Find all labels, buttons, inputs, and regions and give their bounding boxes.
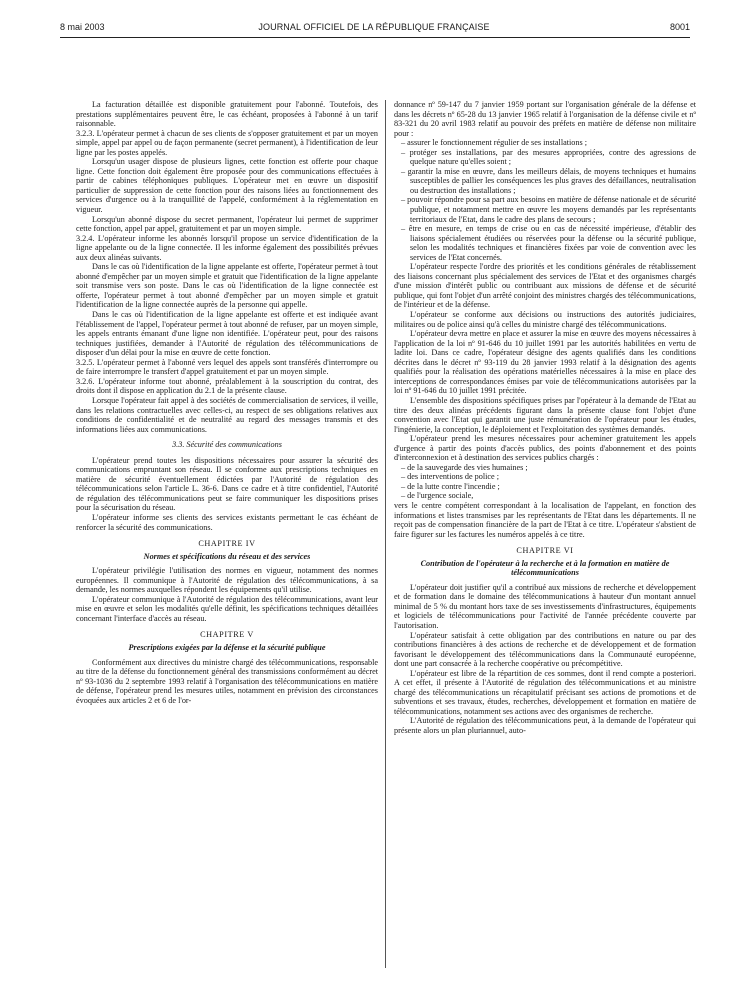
paragraph: 3.2.3. L'opérateur permet à chacun de ses clients de s'opposer gratuitement et par un moyen simple, appel par appel ou de façon permanente (secret permanent), à l'identification de leur ligne par les postes appelés. [76,128,378,157]
chapter-title: Contribution de l'opérateur à la recherche et à la formation en matière de télécommunications [420,558,670,578]
list-item: – protéger ses installations, par des mesures appropriées, contre des agressions de quelque nature qu'elles soient ; [401,147,696,167]
header-rule [60,37,690,38]
paragraph: L'opérateur respecte l'ordre des priorités et les conditions générales de rétablissement des liaisons concernant plus spécialement des services de l'Etat et des organismes chargés d'une mission d'intérêt public ou contribuant aux missions de défense et de sécurité publique, qui font l'objet d'un arrêté conjoint des ministres chargés des télécommunications, de l'intérieur et de la défense. [394,262,696,310]
paragraph: L'opérateur privilégie l'utilisation des normes en vigueur, notamment des normes européennes. Il communique à l'Autorité de régulation des télécommunications, à sa demande, les normes auxquelles répondent les équipements qu'il utilise. [76,566,378,595]
paragraph: L'opérateur prend les mesures nécessaires pour acheminer gratuitement les appels d'urgence à partir des points d'accès publics, des points d'abonnement et des points d'interconnexion et à destination des services publics chargés : [394,434,696,463]
paragraph: 3.2.5. L'opérateur permet à l'abonné vers lequel des appels sont transférés d'interrompre ou de faire interrompre le transfert d'appel gratuitement et par un moyen simple. [76,357,378,377]
paragraph: Dans le cas où l'identification de la ligne appelante est offerte et est indiquée avant l'établissement de l'appel, l'opérateur permet à tout abonné de refuser, par un moyen simple, les appels entrants émanant d'une ligne non identifiée. L'opérateur peut, pour des raisons techniques justifiées, demander à l'Autorité de régulation des télécommunications de disposer d'un délai pour la mise en œuvre de cette fonction. [76,310,378,358]
paragraph: La facturation détaillée est disponible gratuitement pour l'abonné. Toutefois, des prestations supplémentaires peuvent être, le cas échéant, proposées à l'abonné à un tarif raisonnable. [76,100,378,129]
paragraph: L'opérateur communique à l'Autorité de régulation des télécommunications, avant leur mise en œuvre et selon les modalités qu'elle définit, les spécifications techniques détaillées concernant l'interface d'accès au réseau. [76,594,378,623]
paragraph: Dans le cas où l'identification de la ligne appelante est offerte, l'opérateur permet à tout abonné d'empêcher par un moyen simple et gratuit que l'identification de la ligne appelante soit transmise vers son poste. Dans le cas où l'identification de la ligne connectée est offerte, l'opérateur permet à tout abonné d'empêcher par un moyen simple et gratuit l'identification de la ligne connectée auprès de la personne qui appelle. [76,262,378,310]
paragraph: vers le centre compétent correspondant à la localisation de l'appelant, en fonction des informations et listes transmises par les représentants de l'Etat dans les départements. Il ne reçoit pas de compensation financière de la part de l'Etat à ce titre. L'opérateur s'abstient de faire figurer sur les factures les numéros appelés à ce titre. [394,500,696,539]
paragraph: Conformément aux directives du ministre chargé des télécommunications, responsable au titre de la défense du fonctionnement général des transmissions conformément au décret nº 93-1036 du 2 septembre 1993 relatif à l'organisation des télécommunications en matière de défense, l'opérateur prend les mesures utiles, notamment en prévision des circonstances évoquées aux articles 2 et 6 de l'or- [76,657,378,705]
paragraph: L'Autorité de régulation des télécommunications peut, à la demande de l'opérateur qui présente alors un plan pluriannuel, auto- [394,716,696,735]
paragraph: L'opérateur prend toutes les dispositions nécessaires pour assurer la sécurité des communications empruntant son réseau. Il se conforme aux prescriptions techniques en matière de sécurité éventuellement édictées par l'Autorité de régulation des télécommunications selon l'article L. 36-6. Dans ce cadre et à titre confidentiel, l'Autorité de régulation des télécommunications peut se faire communiquer les dispositions prises pour la sécurisation du réseau. [76,455,378,513]
paragraph: L'opérateur doit justifier qu'il a contribué aux missions de recherche et développement et de formation dans le domaine des télécommunications à hauteur d'un montant annuel minimal de 5 % du montant hors taxe de ses investissements d'infrastructures, équipements et logiciels de télécommunications pour l'activité de l'année précédente couverte par l'autorisation. [394,582,696,630]
column-divider [385,100,386,968]
paragraph: 3.2.4. L'opérateur informe les abonnés lorsqu'il propose un service d'identification de la ligne appelante ou de la ligne connectée. Il les informe également des possibilités prévues aux deux alinéas suivants. [76,233,378,262]
list-item: – de l'urgence sociale, [401,491,474,501]
list-item: – pouvoir répondre pour sa part aux besoins en matière de défense nationale et de sécurité publique, et notamment mettre en œuvre les moyens demandés par les représentants territoriaux de l'Etat, dans le cadre des plans de secours ; [401,195,696,224]
header-date: 8 mai 2003 [60,22,105,32]
paragraph: Lorsque l'opérateur fait appel à des sociétés de commercialisation de services, il veille, dans les relations contractuelles avec celles-ci, au respect de ses obligations relatives aux conditions de confidentialité et de neutralité au regard des messages transmis et des informations liées aux communications. [76,395,378,434]
header-title: JOURNAL OFFICIEL DE LA RÉPUBLIQUE FRANÇAISE [258,22,490,32]
chapter-heading: CHAPITRE VI [516,546,574,556]
chapter-title: Normes et spécifications du réseau et des services [143,551,311,561]
section-heading: 3.3. Sécurité des communications [172,440,282,450]
list-item: – garantir la mise en œuvre, dans les meilleurs délais, de moyens techniques et humains susceptibles de pallier les conséquences les plus graves des défaillances, neutralisation ou destruction des installations ; [401,166,696,195]
chapter-title: Prescriptions exigées par la défense et la sécurité publique [128,642,326,652]
paragraph: L'ensemble des dispositions spécifiques prises par l'opérateur à la demande de l'Etat au titre des deux alinéas précédents figurant dans la présente clause font l'objet d'une convention avec l'Etat qui garantit une juste rémunération de l'opérateur pour les études, l'ingénierie, la conception, le déploiement et l'exploitation des systèmes demandés. [394,395,696,434]
paragraph: L'opérateur satisfait à cette obligation par des contributions en nature ou par des contributions financières à des actions de recherche et de développement et de formation favorisant le développement des télécommunications dans la Communauté européenne, dont une part consacrée à la recherche coopérative ou précompétitive. [394,630,696,669]
list-item: – des interventions de police ; [401,472,499,482]
list-item: – de la sauvegarde des vies humaines ; [401,462,528,472]
left-column [76,100,378,705]
paragraph: 3.2.6. L'opérateur informe tout abonné, préalablement à la souscription du contrat, des droits dont il dispose en application du 2.1 de la présente clause. [76,376,378,396]
paragraph: L'opérateur est libre de la répartition de ces sommes, dont il rend compte a posteriori. A cet effet, il présente à l'Autorité de régulation des télécommunications et au ministre chargé des télécommunications un récapitulatif précisant ses actions de promotions et de subventions et ses travaux, études, recherches, développement et formation en matière de télécommunications, notamment ses actions avec des organismes de recherche. [394,668,696,716]
header-page-number: 8001 [669,22,690,32]
paragraph: L'opérateur informe ses clients des services existants permettant le cas échéant de renforcer la sécurité des communications. [76,512,378,532]
list-item: – être en mesure, en temps de crise ou en cas de nécessité impérieuse, d'établir des liaisons spécialement étudiées ou réservées pour la défense ou la sécurité publique, selon les modalités techniques et financières fixées par voie de convention avec les services de l'Etat concernés. [401,224,696,262]
list-item: – de la lutte contre l'incendie ; [401,481,500,491]
paragraph: Lorsqu'un abonné dispose du secret permanent, l'opérateur lui permet de supprimer cette fonction, appel par appel, gratuitement et par un moyen simple. [76,214,378,234]
paragraph: L'opérateur devra mettre en place et assurer la mise en œuvre des moyens nécessaires à l'application de la loi nº 91-646 du 10 juillet 1991 par les autorités habilitées en vertu de ladite loi. Dans ce cadre, l'opérateur désigne des agents qualifiés dans les conditions décrites dans le décret nº 93-119 du 28 janvier 1993 relatif à la désignation des agents qualifiés pour la réalisation des opérations matérielles nécessaires à la mise en place des interceptions de correspondances émises par voie de télécommunications autorisées par la loi nº 91-646 du 10 juillet 1991 précitée. [394,329,696,396]
chapter-heading: CHAPITRE IV [198,539,256,549]
paragraph: donnance nº 59-147 du 7 janvier 1959 portant sur l'organisation générale de la défense et dans les décrets nº 65-28 du 13 janvier 1965 relatif à l'organisation de la défense civile et nº 83-321 du 20 avril 1983 relatif au pouvoir des préfets en matière de défense non militaire pour : [394,100,696,138]
chapter-heading: CHAPITRE V [200,630,254,640]
page-header [0,22,748,36]
paragraph: L'opérateur se conforme aux décisions ou instructions des autorités judiciaires, militaires ou de police ainsi qu'à celles du ministre chargé des télécommunications. [394,310,696,329]
paragraph: Lorsqu'un usager dispose de plusieurs lignes, cette fonction est offerte pour chaque ligne. Cette fonction doit également être proposée pour des communications effectuées à partir de cabines téléphoniques publiques. L'opérateur met en œuvre un dispositif particulier de suppression de cette fonction pour des raisons liées au fonctionnement des services d'urgence ou à la tranquillité de l'appelé, conformément à la réglementation en vigueur. [76,157,378,215]
right-column [394,100,696,736]
list-item: – assurer le fonctionnement régulier de ses installations ; [401,138,587,148]
